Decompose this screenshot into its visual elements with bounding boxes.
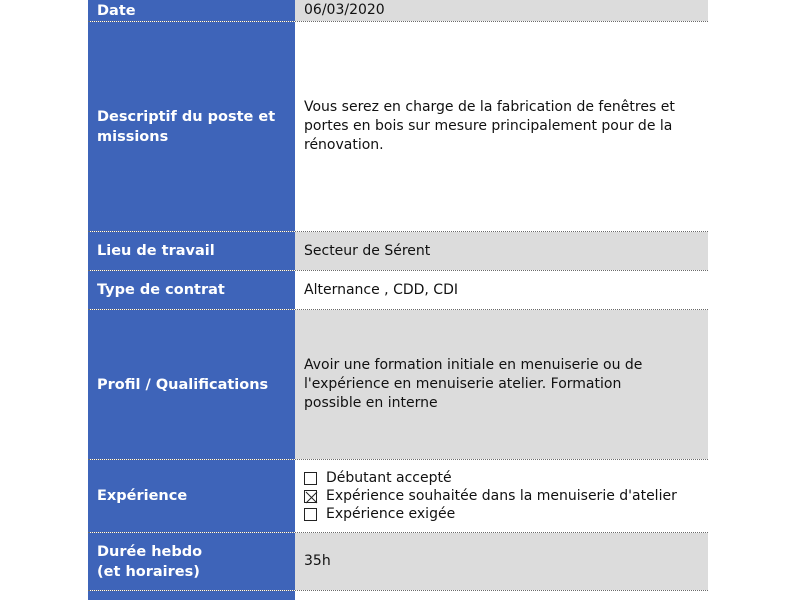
checkbox-desired-checked[interactable] [304,490,317,503]
value-next-partial [295,591,708,600]
experience-option-label: Débutant accepté [326,470,452,486]
experience-option-required[interactable] [304,505,677,523]
experience-option-label: Expérience exigée [326,506,456,522]
experience-option-beginner[interactable] [304,469,677,487]
row-description [88,22,708,232]
value-contract: Alternance , CDD, CDI [295,271,708,309]
description-text: Vous serez en charge de la fabrication de fenêtres et portes en bois sur mesure principalement pour de la rénovation. [304,99,675,153]
checkbox-beginner[interactable] [304,472,317,485]
row-date [88,0,708,22]
row-next-partial [88,591,708,600]
label-experience: Expérience [88,460,295,532]
value-hours: 35h [295,533,708,590]
value-profile [295,310,708,459]
label-description: Descriptif du poste et missions [88,22,295,231]
row-experience [88,460,708,533]
job-offer-table [88,0,708,600]
profile-text: Avoir une formation initiale en menuiserie ou de l'expérience en menuiserie atelier. Formation possible en interne [304,357,643,411]
label-next-partial [88,591,295,600]
experience-option-label: Expérience souhaitée dans la menuiserie d'atelier [326,488,677,504]
label-hours: Durée hebdo (et horaires) [88,533,295,590]
value-location: Secteur de Sérent [295,232,708,270]
experience-checklist [304,469,677,523]
experience-option-desired[interactable] [304,487,677,505]
label-location: Lieu de travail [88,232,295,270]
row-profile [88,310,708,460]
checkbox-required[interactable] [304,508,317,521]
value-date: 06/03/2020 [295,0,708,21]
value-description [295,22,708,231]
row-location [88,232,708,271]
label-contract: Type de contrat [88,271,295,309]
row-hours [88,533,708,591]
row-contract [88,271,708,310]
value-experience [295,460,708,532]
label-date: Date [88,0,295,21]
label-profile: Profil / Qualifications [88,310,295,459]
checkbox-cross-icon [305,491,318,504]
